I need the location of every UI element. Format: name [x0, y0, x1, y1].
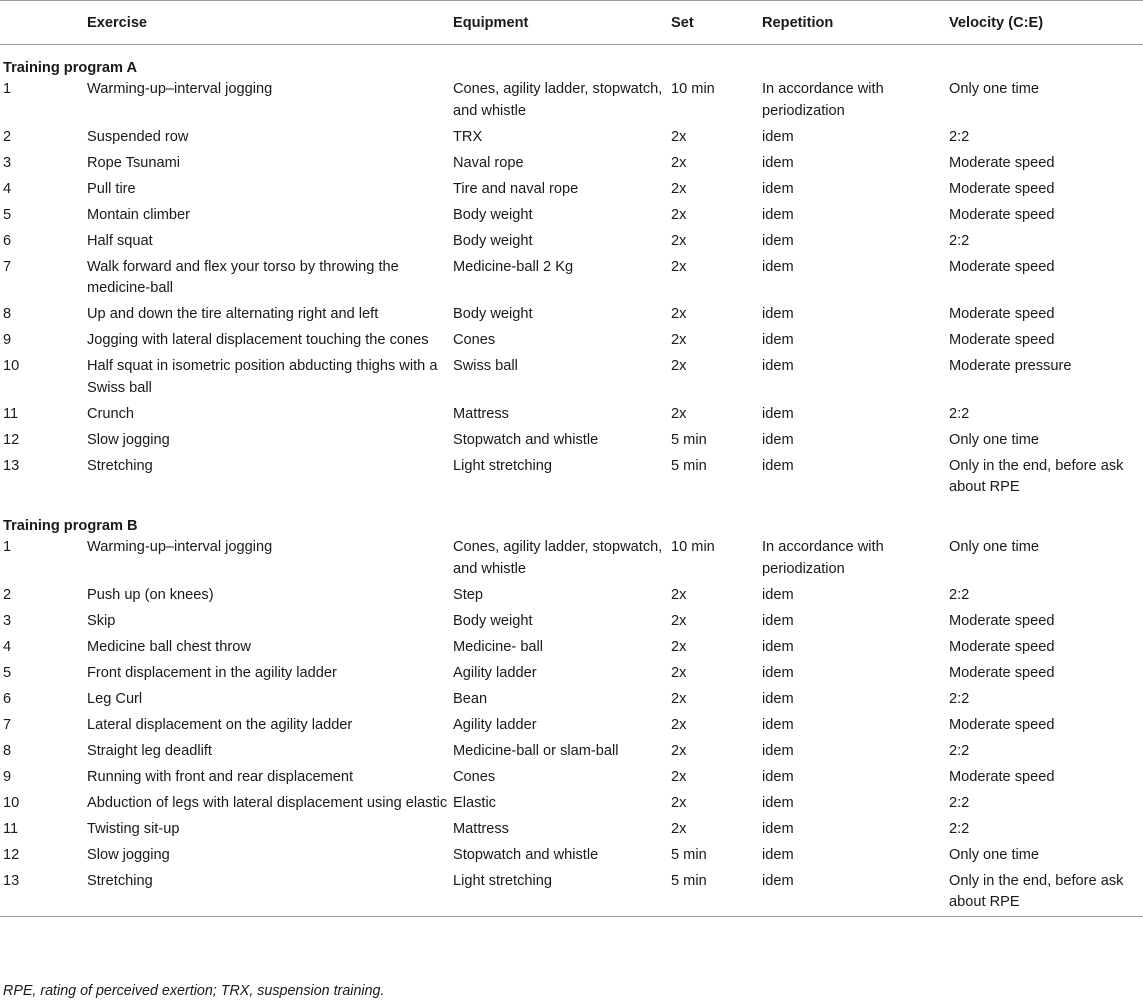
table-row — [0, 793, 1143, 819]
row-set: 2x — [671, 206, 687, 223]
row-equipment: TRX — [453, 128, 483, 145]
row-number: 9 — [3, 332, 12, 348]
row-set: 5 min — [671, 457, 707, 474]
row-equipment: Body weight — [453, 306, 533, 322]
row-equipment: Tire and naval rope — [453, 180, 579, 197]
row-velocity: Moderate speed — [949, 258, 1055, 275]
table-row — [0, 845, 1143, 871]
row-repetition: idem — [762, 638, 794, 655]
table-row — [0, 871, 1143, 917]
table-row — [0, 537, 1143, 585]
row-equipment: Cones — [453, 332, 496, 348]
row-set: 2x — [671, 258, 687, 275]
section-title: Training program A — [3, 60, 138, 76]
row-set: 2x — [671, 690, 687, 707]
row-velocity: 2:2 — [949, 128, 970, 145]
row-velocity: Moderate speed — [949, 180, 1055, 197]
row-exercise: Running with front and rear displacement — [87, 768, 354, 785]
row-equipment: Cones — [453, 768, 496, 785]
row-velocity: Moderate speed — [949, 664, 1055, 681]
row-equipment: Medicine-ball or slam-ball — [453, 742, 619, 759]
row-equipment: Body weight — [453, 232, 533, 249]
row-repetition: idem — [762, 794, 794, 811]
section-title: Training program B — [3, 518, 138, 534]
row-number: 8 — [3, 306, 12, 322]
row-set: 10 min — [671, 539, 715, 555]
row-number: 2 — [3, 586, 12, 603]
table-row — [0, 767, 1143, 793]
row-equipment: Body weight — [453, 206, 533, 223]
row-number: 5 — [3, 664, 12, 681]
table-row — [0, 819, 1143, 845]
row-exercise: Slow jogging — [87, 846, 170, 863]
row-velocity: 2:2 — [949, 405, 970, 422]
row-velocity: Only in the end, before ask about RPE — [949, 457, 1124, 495]
row-repetition: idem — [762, 457, 794, 474]
row-equipment: Cones, agility ladder, stopwatch, and whistle — [453, 539, 663, 577]
row-exercise: Suspended row — [87, 128, 189, 145]
row-number: 2 — [3, 128, 12, 145]
row-velocity: Moderate speed — [949, 332, 1055, 348]
row-repetition: idem — [762, 612, 794, 629]
row-number: 7 — [3, 716, 12, 733]
row-number: 13 — [0, 871, 87, 917]
table-row — [0, 356, 1143, 404]
row-set: 10 min — [671, 81, 715, 97]
row-number: 3 — [3, 612, 12, 629]
row-equipment: Mattress — [453, 820, 509, 837]
row-equipment: Agility ladder — [453, 716, 537, 733]
row-velocity: 2:2 — [949, 794, 970, 811]
row-repetition: idem — [762, 154, 794, 171]
row-equipment: Bean — [453, 690, 488, 707]
row-equipment: Naval rope — [453, 154, 524, 171]
header-set: Set — [671, 1, 762, 45]
row-exercise: Pull tire — [87, 180, 136, 197]
row-number: 5 — [3, 206, 12, 223]
row-exercise: Rope Tsunami — [87, 154, 181, 171]
row-set: 2x — [671, 306, 687, 322]
row-exercise: Stretching — [87, 457, 153, 474]
row-repetition: In accordance with periodization — [762, 81, 884, 119]
row-repetition: idem — [762, 258, 794, 275]
row-exercise: Walk forward and flex your torso by throwing the medicine-ball — [87, 258, 399, 296]
row-exercise: Half squat — [87, 232, 153, 249]
row-number: 4 — [3, 180, 12, 197]
row-repetition: idem — [762, 664, 794, 681]
row-number: 11 — [3, 405, 19, 422]
table-row — [0, 231, 1143, 257]
table-row — [0, 330, 1143, 356]
row-repetition: idem — [762, 306, 794, 322]
row-equipment: Light stretching — [453, 457, 552, 474]
row-repetition: idem — [762, 431, 794, 448]
row-repetition: idem — [762, 846, 794, 863]
row-exercise: Straight leg deadlift — [87, 742, 212, 759]
row-set: 5 min — [671, 871, 762, 917]
row-repetition: idem — [762, 871, 949, 917]
row-repetition: idem — [762, 232, 794, 249]
table-row — [0, 404, 1143, 430]
row-exercise: Push up (on knees) — [87, 586, 214, 603]
row-repetition: idem — [762, 768, 794, 785]
row-velocity: Moderate speed — [949, 206, 1055, 223]
table-row — [0, 127, 1143, 153]
row-equipment: Agility ladder — [453, 664, 537, 681]
table-header-row — [0, 1, 1143, 45]
section-row — [0, 45, 1143, 80]
header-exercise: Exercise — [87, 1, 453, 45]
table-row — [0, 79, 1143, 127]
row-number: 1 — [3, 539, 12, 555]
table-row — [0, 257, 1143, 305]
row-number: 10 — [3, 794, 20, 811]
row-exercise: Abduction of legs with lateral displacement using elastic — [87, 794, 448, 811]
row-set: 2x — [671, 332, 687, 348]
row-number: 12 — [3, 431, 20, 448]
row-velocity: 2:2 — [949, 742, 970, 759]
table-footnote: RPE, rating of perceived exertion; TRX, suspension training. — [3, 983, 385, 999]
table-row — [0, 304, 1143, 330]
row-repetition: idem — [762, 820, 794, 837]
row-set: 2x — [671, 358, 687, 374]
row-repetition: idem — [762, 332, 794, 348]
row-exercise: Slow jogging — [87, 431, 170, 448]
table-row — [0, 153, 1143, 179]
row-velocity: Only in the end, before ask about RPE — [949, 871, 1143, 917]
header-velocity: Velocity (C:E) — [949, 1, 1143, 45]
row-exercise: Leg Curl — [87, 690, 143, 707]
row-number: 4 — [3, 638, 12, 655]
row-set: 5 min — [671, 431, 707, 448]
row-set: 2x — [671, 768, 687, 785]
row-set: 2x — [671, 405, 687, 422]
row-set: 2x — [671, 638, 687, 655]
row-set: 2x — [671, 586, 687, 603]
row-velocity: Moderate speed — [949, 768, 1055, 785]
row-number: 10 — [3, 358, 20, 374]
row-equipment: Body weight — [453, 612, 533, 629]
row-repetition: idem — [762, 206, 794, 223]
row-repetition: idem — [762, 405, 794, 422]
header-equipment: Equipment — [453, 1, 671, 45]
table-row — [0, 205, 1143, 231]
row-set: 2x — [671, 820, 687, 837]
row-velocity: 2:2 — [949, 232, 970, 249]
row-equipment: Stopwatch and whistle — [453, 846, 599, 863]
row-exercise: Warming-up–interval jogging — [87, 539, 273, 555]
row-repetition: idem — [762, 128, 794, 145]
table-row — [0, 585, 1143, 611]
row-set: 2x — [671, 716, 687, 733]
section-row — [0, 503, 1143, 537]
table-row — [0, 637, 1143, 663]
row-repetition: idem — [762, 716, 794, 733]
row-equipment: Medicine- ball — [453, 638, 544, 655]
row-equipment: Swiss ball — [453, 358, 518, 374]
row-repetition: idem — [762, 358, 794, 374]
row-equipment: Light stretching — [453, 871, 671, 917]
row-equipment: Step — [453, 586, 484, 603]
row-exercise: Lateral displacement on the agility ladder — [87, 716, 353, 733]
row-equipment: Medicine-ball 2 Kg — [453, 258, 574, 275]
table-row — [0, 611, 1143, 637]
row-velocity: Moderate speed — [949, 716, 1055, 733]
row-number: 6 — [3, 232, 12, 249]
row-equipment: Stopwatch and whistle — [453, 431, 599, 448]
row-number: 3 — [3, 154, 12, 171]
row-set: 2x — [671, 232, 687, 249]
row-repetition: idem — [762, 690, 794, 707]
row-exercise: Montain climber — [87, 206, 191, 223]
row-velocity: Moderate speed — [949, 154, 1055, 171]
row-set: 2x — [671, 154, 687, 171]
row-set: 2x — [671, 612, 687, 629]
row-set: 2x — [671, 742, 687, 759]
row-exercise: Up and down the tire alternating right and left — [87, 306, 379, 322]
row-equipment: Elastic — [453, 794, 496, 811]
row-equipment: Cones, agility ladder, stopwatch, and whistle — [453, 81, 663, 119]
row-number: 7 — [3, 258, 12, 275]
row-number: 13 — [3, 457, 20, 474]
row-exercise: Half squat in isometric position abducting thighs with a Swiss ball — [87, 358, 438, 396]
row-set: 2x — [671, 664, 687, 681]
table-row — [0, 430, 1143, 456]
row-velocity: Moderate speed — [949, 612, 1055, 629]
row-number: 1 — [3, 81, 12, 97]
row-exercise: Stretching — [87, 871, 453, 917]
row-velocity: Only one time — [949, 81, 1040, 97]
row-set: 2x — [671, 128, 687, 145]
row-number: 6 — [3, 690, 12, 707]
row-repetition: idem — [762, 180, 794, 197]
row-set: 2x — [671, 180, 687, 197]
row-equipment: Mattress — [453, 405, 509, 422]
row-set: 5 min — [671, 846, 707, 863]
row-repetition: idem — [762, 742, 794, 759]
table-row — [0, 456, 1143, 504]
row-exercise: Skip — [87, 612, 116, 629]
row-exercise: Front displacement in the agility ladder — [87, 664, 337, 681]
row-number: 8 — [3, 742, 12, 759]
row-number: 9 — [3, 768, 12, 785]
table-row — [0, 663, 1143, 689]
table-body — [0, 45, 1143, 917]
table-row — [0, 179, 1143, 205]
table-row — [0, 689, 1143, 715]
row-velocity: Only one time — [949, 431, 1040, 448]
row-set: 2x — [671, 794, 687, 811]
row-exercise: Crunch — [87, 405, 135, 422]
row-repetition: idem — [762, 586, 794, 603]
row-exercise: Jogging with lateral displacement touching the cones — [87, 332, 429, 348]
row-velocity: 2:2 — [949, 586, 970, 603]
header-repetition: Repetition — [762, 1, 949, 45]
row-velocity: Moderate speed — [949, 306, 1055, 322]
row-velocity: Moderate pressure — [949, 358, 1072, 374]
row-velocity: Moderate speed — [949, 638, 1055, 655]
row-exercise: Medicine ball chest throw — [87, 638, 251, 655]
row-velocity: Only one time — [949, 539, 1040, 555]
header-number — [0, 1, 87, 45]
row-exercise: Warming-up–interval jogging — [87, 81, 273, 97]
row-repetition: In accordance with periodization — [762, 539, 884, 577]
row-velocity: Only one time — [949, 846, 1040, 863]
table-row — [0, 715, 1143, 741]
row-number: 11 — [3, 820, 19, 837]
table-row — [0, 741, 1143, 767]
row-number: 12 — [3, 846, 20, 863]
row-velocity: 2:2 — [949, 690, 970, 707]
row-exercise: Twisting sit-up — [87, 820, 180, 837]
row-velocity: 2:2 — [949, 820, 970, 837]
